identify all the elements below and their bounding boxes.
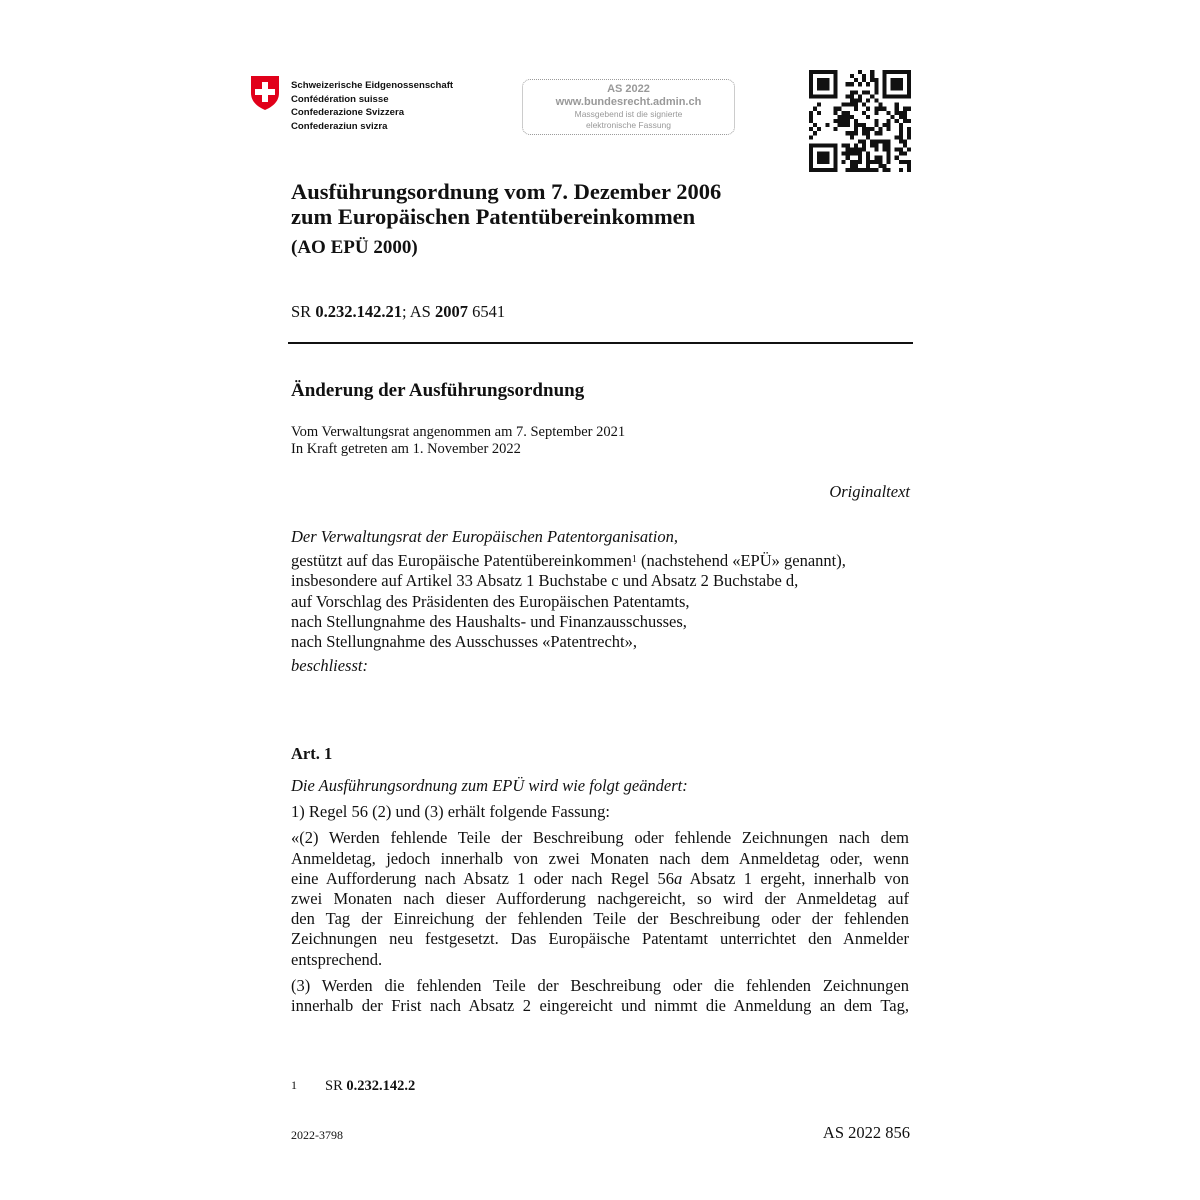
footnote-number: 1	[291, 1078, 297, 1092]
preamble-line-2: insbesondere auf Artikel 33 Absatz 1 Buchstabe c und Absatz 2 Buchstabe d,	[291, 571, 799, 591]
article-heading: Art. 1	[291, 744, 333, 763]
federation-name-fr: Confédération suisse	[291, 93, 389, 105]
as-page: 6541	[467, 302, 506, 321]
preamble-intro: Der Verwaltungsrat der Europäischen Patentorganisation,	[291, 527, 678, 546]
sr-prefix: SR	[291, 302, 316, 321]
footnote-sr-link[interactable]: 0.232.142.2	[346, 1078, 416, 1094]
preamble-line-1-text: gestützt auf das Europäische Patentübereinkommen	[291, 551, 632, 571]
para2-line	[291, 869, 909, 889]
publication-stamp	[522, 79, 735, 135]
section-heading: Änderung der Ausführungsordnung	[291, 380, 585, 401]
as-prefix: ; AS	[401, 302, 435, 321]
stamp-note-1: Massgebend ist die signierte	[574, 109, 683, 119]
stamp-note-2: elektronische Fassung	[585, 119, 672, 130]
swiss-cross-icon	[250, 75, 280, 111]
sr-number: 0.232.142.21	[315, 302, 402, 321]
federation-names	[291, 79, 453, 133]
para2-line: den Tag der Einreichung der fehlenden Teile der Beschreibung oder der fehlenden	[291, 909, 909, 929]
para2-line: Zeichnungen neu festgesetzt. Das Europäische Patentamt unterrichtet den Anmelder	[291, 929, 909, 949]
document-title	[291, 179, 721, 260]
preamble-line-4: nach Stellungnahme des Haushalts- und Finanzausschusses,	[291, 611, 687, 631]
divider	[288, 342, 913, 344]
title-line-1: Ausführungsordnung vom 7. Dezember 2006	[291, 179, 722, 204]
in-force-date: In Kraft getreten am 1. November 2022	[291, 440, 521, 457]
footnote-ref[interactable]: 1	[631, 554, 637, 566]
para3-line: innerhalb der Frist nach Absatz 2 eingereicht und nimmt die Anmeldung an dem Tag,	[291, 996, 909, 1016]
stamp-collection: AS 2022	[607, 83, 650, 95]
para2-line-3-italic: a	[674, 868, 683, 888]
preamble-line-5: nach Stellungnahme des Ausschusses «Patentrecht»,	[291, 632, 637, 652]
federation-name-rm: Confederaziun svizra	[291, 120, 388, 132]
as-year: 2007	[434, 302, 468, 321]
qr-code-icon	[809, 70, 911, 172]
para2-line: Anmeldetag, jedoch innerhalb von zwei Monaten nach dem Anmeldetag oder, wenn	[291, 848, 909, 868]
stamp-website: www.bundesrecht.admin.ch	[555, 96, 702, 108]
preamble-decides: beschliesst:	[291, 656, 368, 676]
para2-line: «(2) Werden fehlende Teile der Beschreibung oder fehlende Zeichnungen nach dem	[291, 828, 909, 848]
para2-line-3b: Absatz 1 ergeht, innerhalb von	[682, 868, 909, 888]
title-line-2: zum Europäischen Patentübereinkommen	[291, 204, 696, 229]
para2-line: zwei Monaten nach dieser Aufforderung nachgereicht, so wird der Anmeldetag auf	[291, 889, 909, 909]
article-intro: Die Ausführungsordnung zum EPÜ wird wie folgt geändert:	[291, 776, 688, 795]
para3-line: (3) Werden die fehlenden Teile der Beschreibung oder die fehlenden Zeichnungen	[291, 975, 909, 995]
footnote-prefix: SR	[325, 1078, 347, 1094]
preamble-line-1-rest: (nachstehend «EPÜ» genannt),	[636, 551, 846, 571]
adoption-dates	[291, 424, 625, 457]
article-item-1: 1) Regel 56 (2) und (3) erhält folgende Fassung:	[291, 802, 610, 822]
sr-reference	[291, 302, 505, 322]
preamble-line-3: auf Vorschlag des Präsidenten des Europäischen Patentamts,	[291, 591, 690, 611]
preamble	[291, 527, 911, 676]
rule-56-para-2	[291, 828, 909, 969]
rule-56-para-3	[291, 976, 909, 1016]
footnote	[291, 1078, 415, 1095]
article-body	[291, 776, 909, 1022]
page-reference: AS 2022 856	[822, 1123, 910, 1142]
original-text-label: Originaltext	[829, 482, 910, 501]
para2-line: entsprechend.	[291, 949, 383, 969]
federation-name-it: Confederazione Svizzera	[291, 107, 405, 118]
preamble-line-1	[291, 551, 911, 571]
title-abbreviation: (AO EPÜ 2000)	[291, 237, 418, 258]
document-number: 2022-3798	[291, 1128, 343, 1142]
adopted-date: Vom Verwaltungsrat angenommen am 7. September 2021	[291, 424, 626, 440]
federation-name-de: Schweizerische Eidgenossenschaft	[291, 80, 454, 91]
para2-line-3a: eine Aufforderung nach Absatz 1 oder nach Regel 56	[291, 868, 675, 888]
